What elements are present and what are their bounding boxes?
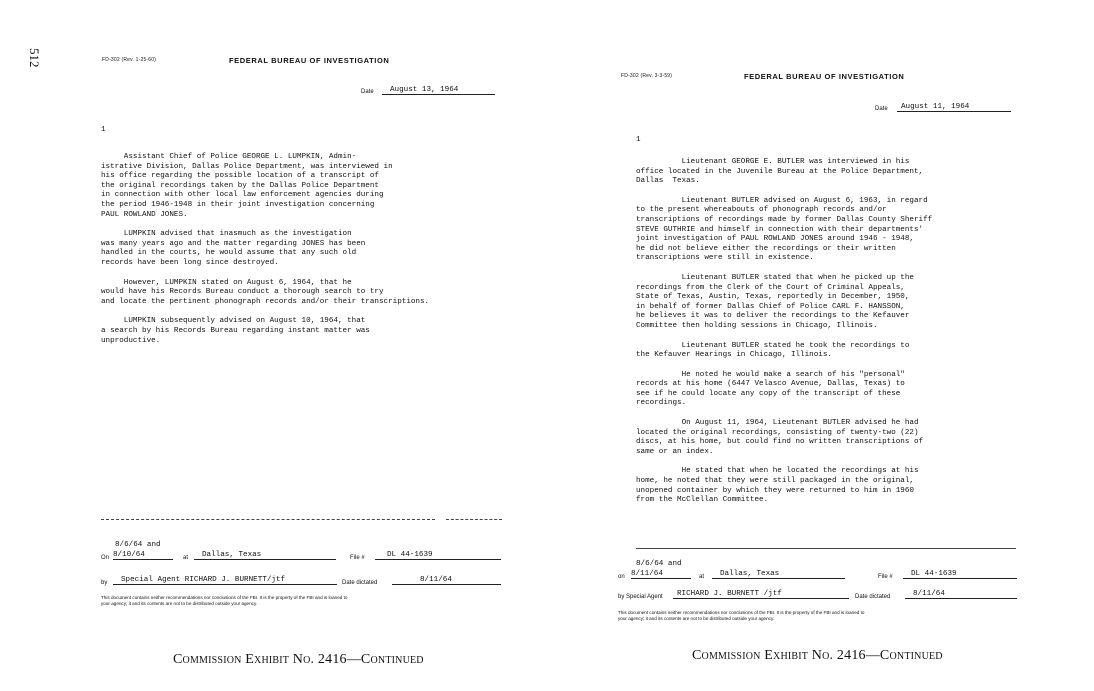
date-label: Date [875, 106, 888, 112]
interview-dates: 8/6/64 and [115, 541, 161, 549]
paragraph: Lieutenant GEORGE E. BUTLER was interviewed in his office located in the Juvenile Bureau at the Police Department, Dallas Texas. [636, 158, 924, 186]
exhibit-caption: Commission Exhibit No. 2416—Continued [173, 652, 424, 667]
on-label: on [618, 574, 625, 580]
paragraph: He stated that when he located the recordings at his home, he noted that they were still packaged in the original, unopened container by which they were returned to him in 1960 from the McClellan Committee. [636, 467, 919, 505]
paragraph: LUMPKIN advised that inasmuch as the investigation was many years ago and the matter regarding JONES has been handled in the courts, he would assume that any such old records have been long since destroyed. [101, 230, 366, 267]
special-agent: RICHARD J. BURNETT /jtf [673, 590, 849, 599]
file-number: DL 44-1639 [375, 551, 501, 560]
date-dictated-label: Date dictated [342, 580, 378, 586]
paragraph: Lieutenant BUTLER advised on August 6, 1963, in regard to the present whereabouts of phonograph records and/or transcriptions of recordings made by former Dallas County Sheriff STEVE GUTHRIE and himself in connection with their departments' joint investigation of PAUL ROWLAND JONES around 1946 - 1948, he did not believe either the recordings or their written transcriptions were still in existence. [636, 196, 933, 263]
item-number: 1 [636, 136, 641, 144]
report-body [636, 158, 1066, 516]
file-number: DL 44-1639 [903, 570, 1017, 579]
item-number: 1 [101, 126, 106, 134]
interview-dates: 8/6/64 and [636, 560, 682, 568]
at-label: at [183, 555, 189, 561]
interview-date: 8/11/64 [631, 570, 691, 579]
interview-date: 8/10/64 [113, 551, 173, 560]
date-dictated: 8/11/64 [905, 590, 1017, 599]
paragraph: Assistant Chief of Police GEORGE L. LUMPKIN, Admin- istrative Division, Dallas Police Department, was interviewed in his office regarding the possible location of a transcript of the original recordings taken by the Dallas Police Department in connection with other local law enforcement agencies during the period 1946-1948 in their joint investigation concerning PAUL ROWLAND JONES. [101, 153, 393, 219]
paragraph: However, LUMPKIN stated on August 6, 1964, that he would have his Records Bureau conduct a thorough search to try and locate the pertinent phonograph records and/or their transcriptions. [101, 278, 430, 306]
separator-line [446, 519, 502, 520]
exhibit-caption: Commission Exhibit No. 2416—Continued [692, 648, 943, 663]
page-number: 512 [27, 48, 42, 68]
interview-place: Dallas, Texas [194, 551, 336, 560]
report-date: August 13, 1964 [382, 86, 495, 95]
special-agent: Special Agent RICHARD J. BURNETT/jtf [113, 576, 337, 585]
date-dictated: 8/11/64 [392, 576, 501, 585]
paragraph: Lieutenant BUTLER stated he took the recordings to the Kefauver Hearings in Chicago, Illinois. [636, 341, 910, 360]
file-label: File # [350, 555, 365, 561]
separator-line [101, 519, 435, 520]
disclaimer: This document contains neither recommendations nor conclusions of the FBI. It is the property of the FBI and is loaned to your agency; it and its contents are not to be distributed outside your agency. [618, 610, 865, 621]
paragraph: LUMPKIN subsequently advised on August 10, 1964, that a search by his Records Bureau regarding instant matter was unproductive. [101, 317, 370, 345]
paragraph: Lieutenant BUTLER stated that when he picked up the recordings from the Clerk of the Court of Criminal Appeals, State of Texas, Austin, Texas, reportedly in December, 1950, in behalf of former Dallas Chief of Police CARL F. HANSSON, he believes it was to deliver the recordings to the Kefauver Committee then holding sessions in Chicago, Illinois. [636, 273, 914, 330]
right-document-page [547, 0, 1094, 691]
agency-header: FEDERAL BUREAU OF INVESTIGATION [229, 56, 390, 65]
on-label: On [101, 555, 110, 561]
report-body [101, 153, 521, 356]
agency-header: FEDERAL BUREAU OF INVESTIGATION [744, 72, 905, 81]
by-label: by [101, 580, 108, 586]
disclaimer: This document contains neither recommendations nor conclusions of the FBI. It is the property of the FBI and is loaned to your agency; it and its contents are not to be distributed outside your agency. [101, 595, 348, 606]
form-number: FD-302 (Rev. 3-3-59) [621, 73, 673, 79]
paragraph: On August 11, 1964, Lieutenant BUTLER advised he had located the original recordings, consisting of twenty-two (22) discs, at his home, but could find no written transcriptions of same or an index. [636, 419, 924, 456]
interview-place: Dallas, Texas [712, 570, 845, 579]
report-date: August 11, 1964 [897, 103, 1011, 112]
file-label: File # [878, 574, 893, 580]
at-label: at [699, 574, 705, 580]
separator-line [636, 548, 1016, 549]
date-label: Date [361, 89, 374, 95]
paragraph: He noted he would make a search of his "personal" records at his home (6447 Velasco Avenue, Dallas, Texas) to see if he could locate any copy of the transcript of these recordings. [636, 370, 905, 408]
by-label: by Special Agent [618, 594, 663, 600]
form-number: FD-302 (Rev. 1-25-60) [102, 57, 157, 63]
date-dictated-label: Date dictated [855, 594, 891, 600]
